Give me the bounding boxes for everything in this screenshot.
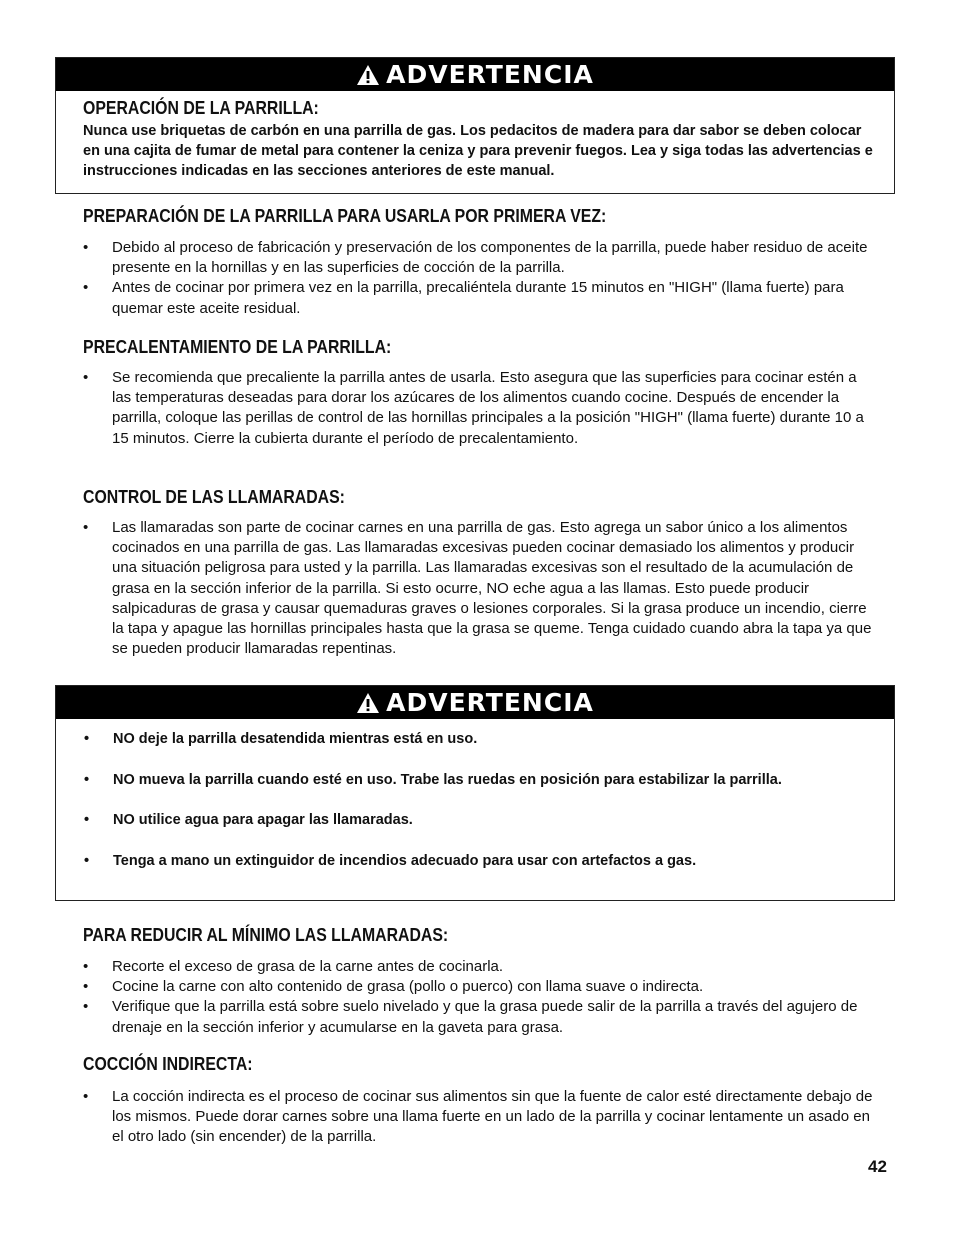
list-item: • Recorte el exceso de grasa de la carne antes de cocinarla.	[83, 957, 873, 977]
warning-heading: OPERACIÓN DE LA PARRILLA:	[83, 98, 319, 118]
warning-triangle-icon	[356, 64, 380, 86]
warning-banner	[56, 58, 894, 91]
list-item: • Verifique que la parrilla está sobre suelo nivelado y que la grasa puede salir de la parrilla a través del agujero de drenaje en la sección inferior y acumularse en la gaveta para grasa.	[83, 997, 873, 1037]
warning-box-safety	[55, 685, 895, 901]
warning-triangle-icon	[356, 692, 380, 714]
list-item: • La cocción indirecta es el proceso de cocinar sus alimentos sin que la fuente de calor esté directamente debajo de los mismos. Puede dorar carnes sobre una llama fuerte en un lado de la parrilla y cocinar lentamente un asado en el otro lado (sin encender) de la parrilla.	[83, 1087, 873, 1148]
list-item: • Tenga a mano un extinguidor de incendios adecuado para usar con artefactos a gas.	[84, 851, 874, 871]
page-number: 42	[868, 1157, 887, 1176]
warning-bullet-list	[56, 719, 874, 877]
bullet-list-indirect	[83, 1087, 873, 1148]
bullet-list-preheat	[83, 368, 873, 449]
section-heading-preheat: PRECALENTAMIENTO DE LA PARRILLA:	[83, 337, 392, 357]
list-item: • Antes de cocinar por primera vez en la parrilla, precaliéntela durante 15 minutos en "HIGH" (llama fuerte) para quemar este aceite residual.	[83, 278, 873, 318]
warning-text: Nunca use briquetas de carbón en una parrilla de gas. Los pedacitos de madera para dar sabor se deben colocar en una cajita de fumar de metal para contener la ceniza y para prevenir fuegos. Lea y siga todas las advertencias e instrucciones indicadas en las secciones anteriores de este manual.	[83, 123, 873, 179]
list-item: • NO utilice agua para apagar las llamaradas.	[84, 810, 874, 830]
warning-box-operation	[55, 57, 895, 194]
warning-title: ADVERTENCIA	[386, 60, 594, 89]
section-heading-prep: PREPARACIÓN DE LA PARRILLA PARA USARLA POR PRIMERA VEZ:	[83, 206, 607, 226]
list-item: • NO deje la parrilla desatendida mientras está en uso.	[84, 729, 874, 749]
warning-title: ADVERTENCIA	[386, 688, 594, 717]
list-item: • Debido al proceso de fabricación y preservación de los componentes de la parrilla, puede haber residuo de aceite presente en la hornillas y en las superficies de cocción de la parrilla.	[83, 238, 873, 278]
section-heading-indirect: COCCIÓN INDIRECTA:	[83, 1054, 253, 1074]
list-item: • Cocine la carne con alto contenido de grasa (pollo o puerco) con llama suave o indirecta.	[83, 977, 873, 997]
bullet-list-reduce	[83, 957, 873, 1038]
bullet-list-flare	[83, 518, 873, 659]
section-heading-reduce: PARA REDUCIR AL MÍNIMO LAS LLAMARADAS:	[83, 925, 449, 945]
section-heading-flare: CONTROL DE LAS LLAMARADAS:	[83, 487, 345, 507]
list-item: • Las llamaradas son parte de cocinar carnes en una parrilla de gas. Esto agrega un sabor único a los alimentos cocinados en una parrilla de gas. Las llamaradas excesivas pueden cocinar demasiado los alimentos y producir una situación peligrosa para usted y la parrilla. Las llamaradas excesivas son el resultado de la acumulación de grasa en la sección inferior de la parrilla. Si esto ocurre, NO eche agua a las llamas. Esto puede producir salpicaduras de grasa y causar quemaduras graves o lesiones corporales. Si la grasa produce un incendio, cierre la tapa y apague las hornillas principales hasta que la grasa se queme. Tenga cuidado cuando abra la tapa ya que se pueden producir llamaradas repentinas.	[83, 518, 873, 659]
bullet-list-prep	[83, 238, 873, 319]
list-item: • Se recomienda que precaliente la parrilla antes de usarla. Esto asegura que las superficies para cocinar estén a las temperaturas deseadas para dorar los azúcares de los alimentos cuando cocine. Después de encender la parrilla, coloque las perillas de control de las hornillas principales a la posición "HIGH" (llama fuerte) durante 10 a 15 minutos. Cierre la cubierta durante el período de precalentamiento.	[83, 368, 873, 449]
warning-banner	[56, 686, 894, 719]
list-item: • NO mueva la parrilla cuando esté en uso. Trabe las ruedas en posición para estabilizar la parrilla.	[84, 770, 874, 790]
